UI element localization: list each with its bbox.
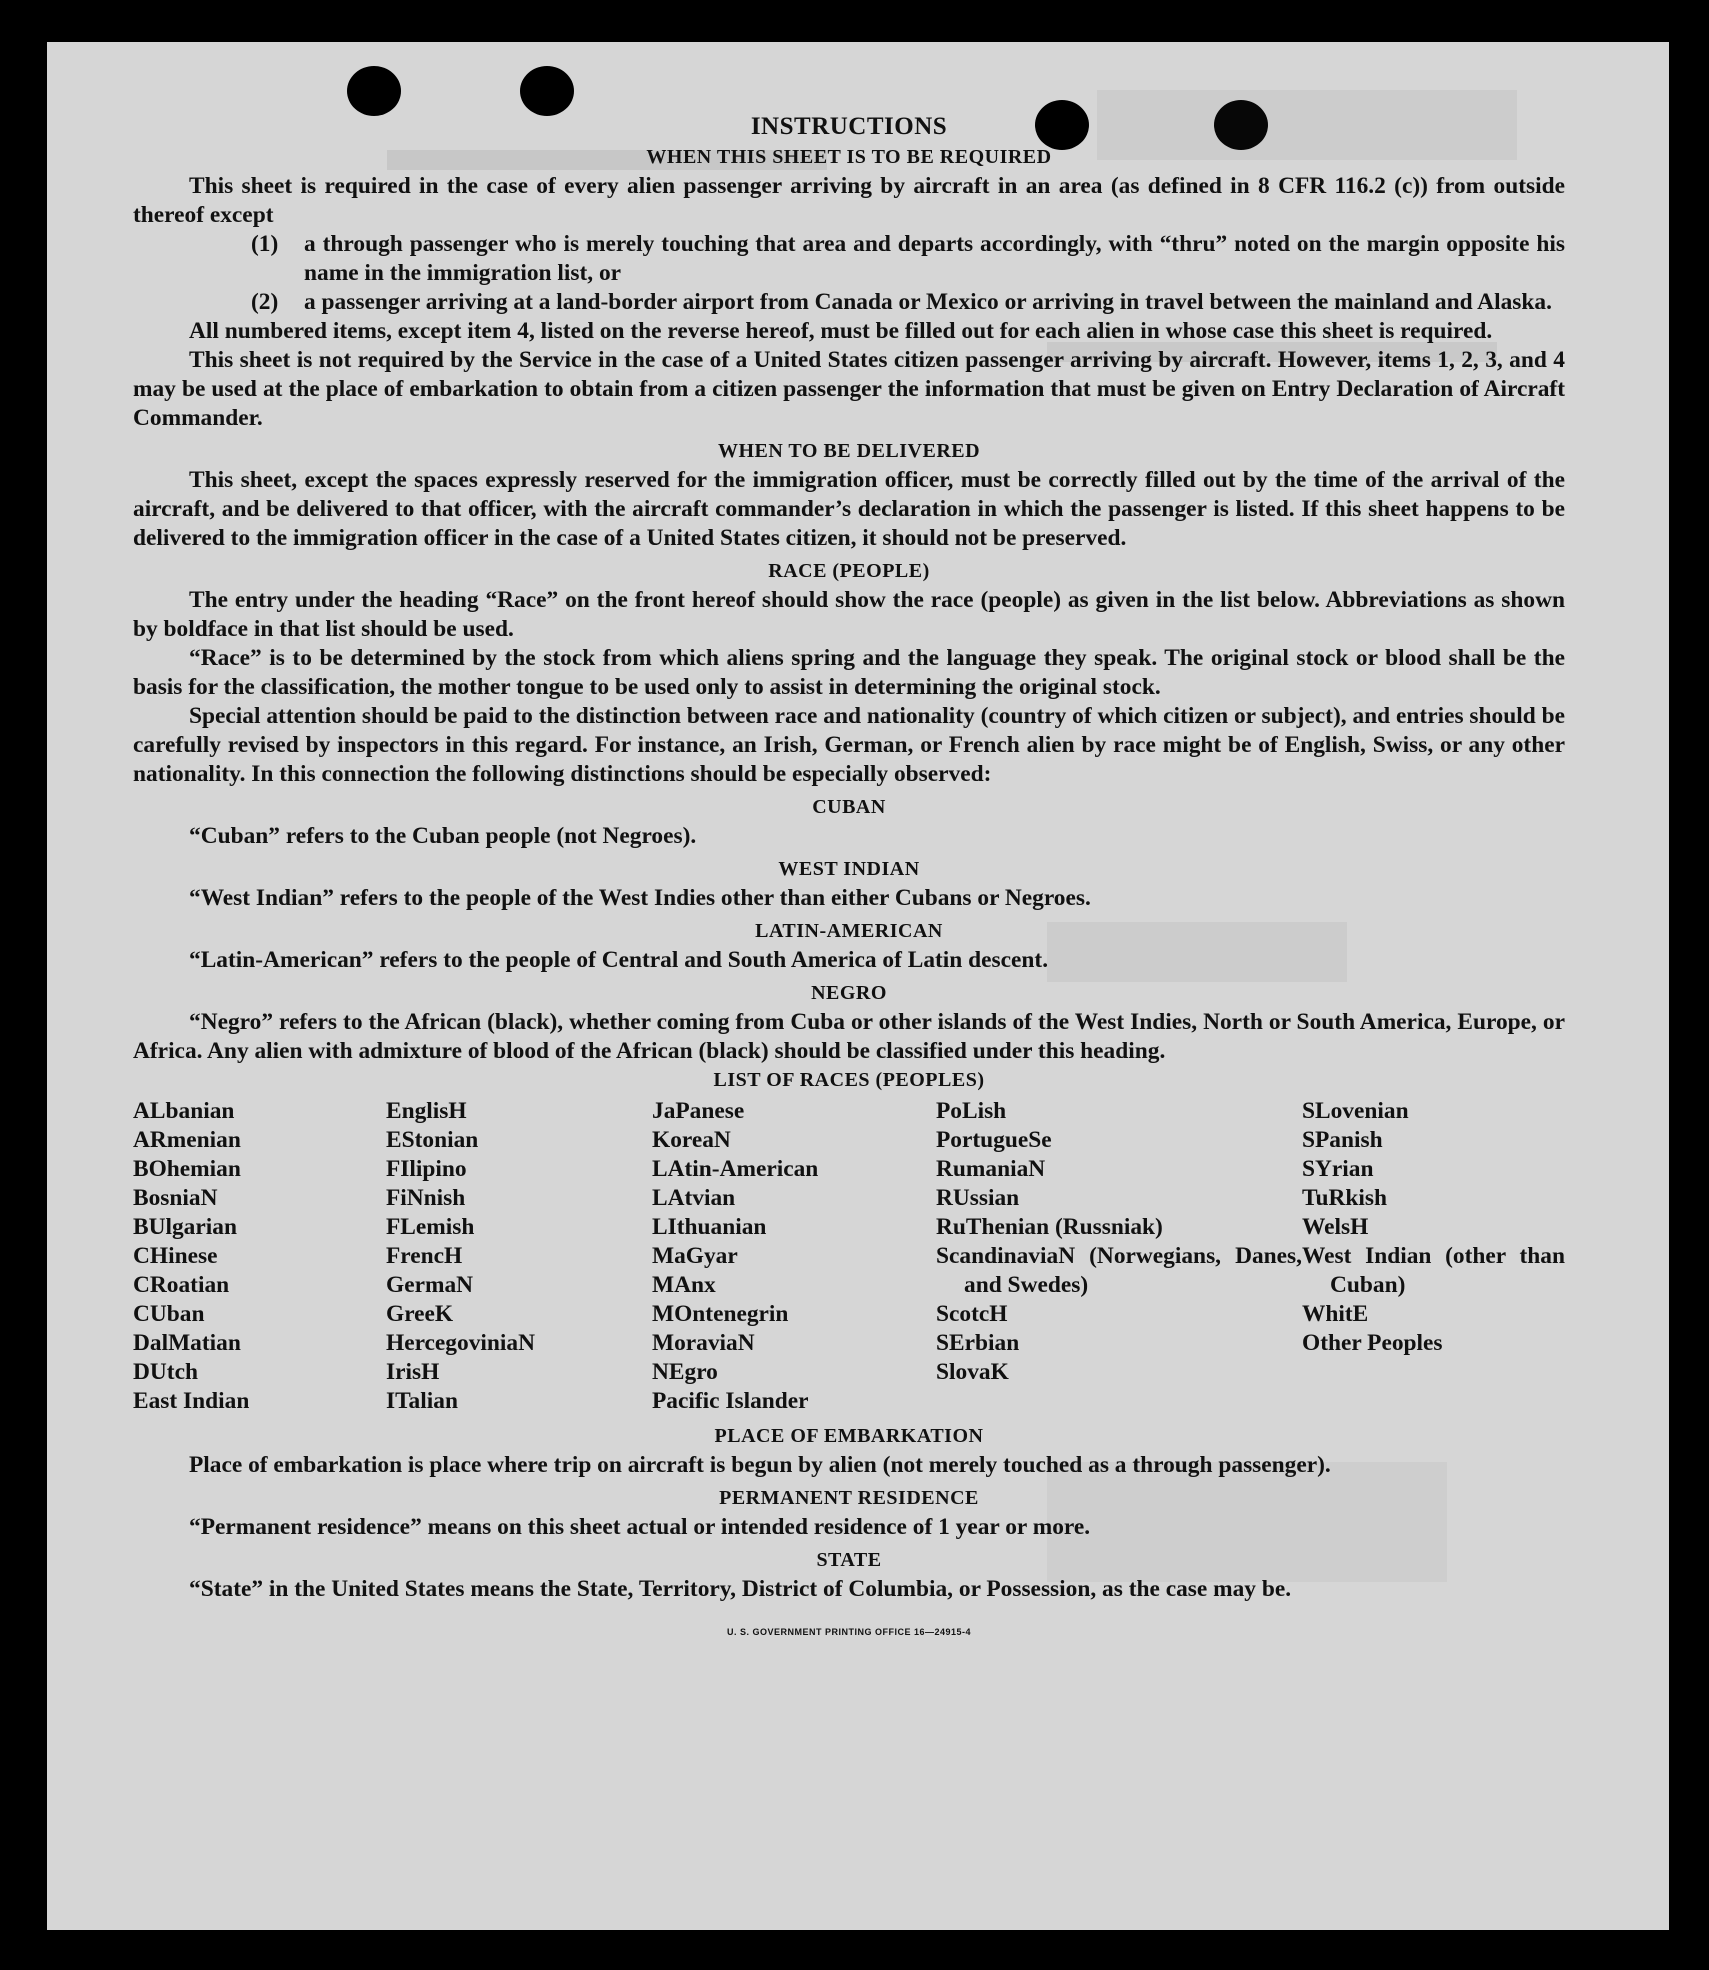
race-column: [1302, 1097, 1565, 1416]
paragraph: “State” in the United States means the State, Territory, District of Columbia, or Possession, as the case may be.: [189, 1576, 1292, 1602]
race-item: WhitE: [1302, 1301, 1369, 1327]
section-heading: LATIN-AMERICAN: [755, 920, 943, 942]
paragraph: “Latin-American” refers to the people of Central and South America of Latin descent.: [189, 947, 1049, 973]
race-item: BOhemian: [133, 1156, 241, 1182]
instructions-content: [133, 112, 1565, 1647]
race-item: TuRkish: [1302, 1185, 1387, 1211]
race-item: EnglisH: [386, 1098, 467, 1124]
paragraph: “Race” is to be determined by the stock from which aliens spring and the language they speak. The original stock or blood shall be the basis for the classification, the mother tongue to be used only to assist in determining the original stock.: [133, 645, 1565, 700]
race-item: MaGyar: [652, 1243, 738, 1269]
race-column: [386, 1097, 652, 1416]
paragraph: All numbered items, except item 4, listed on the reverse hereof, must be filled out for each alien in whose case this sheet is required.: [189, 318, 1493, 344]
race-item: ScotcH: [936, 1301, 1008, 1327]
item-text: a through passenger who is merely touching that area and departs accordingly, with “thru” noted on the margin opposite his name in the immigration list, or: [304, 231, 1565, 286]
paragraph: “West Indian” refers to the people of the West Indies other than either Cubans or Negroes.: [189, 885, 1091, 911]
race-column: [936, 1097, 1302, 1416]
race-item: Other Peoples: [1302, 1330, 1443, 1356]
list-item: [133, 288, 1565, 317]
race-item: ALbanian: [133, 1098, 235, 1124]
race-item: MoraviaN: [652, 1330, 755, 1356]
section-heading: LIST OF RACES (PEOPLES): [713, 1069, 985, 1091]
section-heading: RACE (PEOPLE): [768, 560, 930, 582]
race-item: SLovenian: [1302, 1098, 1409, 1124]
race-item: ScandinaviaN (Norwegians, Danes, and Swedes): [936, 1243, 1302, 1298]
section-heading: PLACE OF EMBARKATION: [714, 1425, 984, 1447]
race-item: JaPanese: [652, 1098, 745, 1124]
race-item: ARmenian: [133, 1127, 241, 1153]
item-number: (1): [251, 231, 279, 257]
race-item: BUlgarian: [133, 1214, 237, 1240]
race-item: CRoatian: [133, 1272, 230, 1298]
race-item: PoLish: [936, 1098, 1007, 1124]
item-number: (2): [251, 289, 279, 315]
section-heading: PERMANENT RESIDENCE: [719, 1487, 979, 1509]
race-column: [133, 1097, 386, 1416]
list-item: [133, 230, 1565, 288]
race-item: LAtvian: [652, 1185, 736, 1211]
race-item: DUtch: [133, 1359, 198, 1385]
race-item: BosniaN: [133, 1185, 218, 1211]
race-item: RuThenian (Russniak): [936, 1214, 1163, 1240]
race-item: WelsH: [1302, 1214, 1369, 1240]
race-item: SYrian: [1302, 1156, 1374, 1182]
race-column: [652, 1097, 936, 1416]
race-item: East Indian: [133, 1388, 250, 1414]
race-item: SlovaK: [936, 1359, 1009, 1385]
paragraph: “Negro” refers to the African (black), whether coming from Cuba or other islands of the West Indies, North or South America, Europe, or Africa. Any alien with admixture of blood of the African (black) should be classified under this heading.: [133, 1009, 1565, 1064]
race-item: CHinese: [133, 1243, 218, 1269]
paragraph: This sheet is not required by the Service in the case of a United States citizen passenger arriving by aircraft. However, items 1, 2, 3, and 4 may be used at the place of embarkation to obtain from a citizen passenger the information that must be given on Entry Declaration of Aircraft Commander.: [133, 347, 1565, 431]
paragraph: The entry under the heading “Race” on the front hereof should show the race (people) as given in the list below. Abbreviations as shown by boldface in that list should be used.: [133, 587, 1565, 642]
race-item: PortugueSe: [936, 1127, 1052, 1153]
paragraph: “Permanent residence” means on this sheet actual or intended residence of 1 year or more.: [189, 1514, 1091, 1540]
race-item: KoreaN: [652, 1127, 731, 1153]
section-heading: WEST INDIAN: [778, 858, 920, 880]
section-heading: WHEN TO BE DELIVERED: [717, 440, 981, 462]
race-item: DalMatian: [133, 1330, 241, 1356]
punch-hole: [520, 66, 574, 116]
race-item: LAtin-American: [652, 1156, 819, 1182]
race-list: [133, 1097, 1565, 1416]
race-item: Pacific Islander: [652, 1388, 809, 1414]
race-item: MAnx: [652, 1272, 716, 1298]
paragraph: This sheet is required in the case of every alien passenger arriving by aircraft in an area (as defined in 8 CFR 116.2 (c)) from outside thereof except: [133, 173, 1565, 228]
race-item: ITalian: [386, 1388, 458, 1414]
race-item: FrencH: [386, 1243, 463, 1269]
item-text: a passenger arriving at a land-border airport from Canada or Mexico or arriving in travel between the mainland and Alaska.: [304, 289, 1552, 315]
race-item: SPanish: [1302, 1127, 1383, 1153]
punch-hole: [347, 66, 401, 116]
race-item: FIlipino: [386, 1156, 467, 1182]
race-item: LIthuanian: [652, 1214, 767, 1240]
paragraph: “Cuban” refers to the Cuban people (not Negroes).: [189, 823, 697, 849]
printer-footer: U. S. GOVERNMENT PRINTING OFFICE 16—24915-4: [726, 1627, 972, 1637]
race-item: NEgro: [652, 1359, 718, 1385]
paragraph: Place of embarkation is place where trip on aircraft is begun by alien (not merely touched as a through passenger).: [189, 1452, 1331, 1478]
race-item: HercegoviniaN: [386, 1330, 535, 1356]
paragraph: This sheet, except the spaces expressly reserved for the immigration officer, must be correctly filled out by the time of the arrival of the aircraft, and be delivered to that officer, with the aircraft commander’s declaration in which the passenger is listed. If this sheet happens to be delivered to the immigration officer in the case of a United States citizen, it should not be preserved.: [133, 467, 1565, 551]
race-item: MOntenegrin: [652, 1301, 789, 1327]
page-title: INSTRUCTIONS: [750, 113, 948, 140]
race-item: RUssian: [936, 1185, 1020, 1211]
race-item: IrisH: [386, 1359, 440, 1385]
race-item: RumaniaN: [936, 1156, 1046, 1182]
race-item: West Indian (other than Cuban): [1302, 1243, 1565, 1298]
race-item: FLemish: [386, 1214, 475, 1240]
race-item: GermaN: [386, 1272, 474, 1298]
section-heading: WHEN THIS SHEET IS TO BE REQUIRED: [646, 146, 1052, 168]
race-item: CUban: [133, 1301, 205, 1327]
section-heading: STATE: [816, 1549, 882, 1571]
section-heading: NEGRO: [811, 982, 887, 1004]
document-page: [47, 42, 1669, 1930]
race-item: SErbian: [936, 1330, 1020, 1356]
section-heading: CUBAN: [812, 796, 886, 818]
paragraph: Special attention should be paid to the distinction between race and nationality (country of which citizen or subject), and entries should be carefully revised by inspectors in this regard. For instance, an Irish, German, or French alien by race might be of English, Swiss, or any other nationality. In this connection the following distinctions should be especially observed:: [133, 703, 1565, 787]
race-item: EStonian: [386, 1127, 479, 1153]
race-item: GreeK: [386, 1301, 454, 1327]
race-item: FiNnish: [386, 1185, 466, 1211]
